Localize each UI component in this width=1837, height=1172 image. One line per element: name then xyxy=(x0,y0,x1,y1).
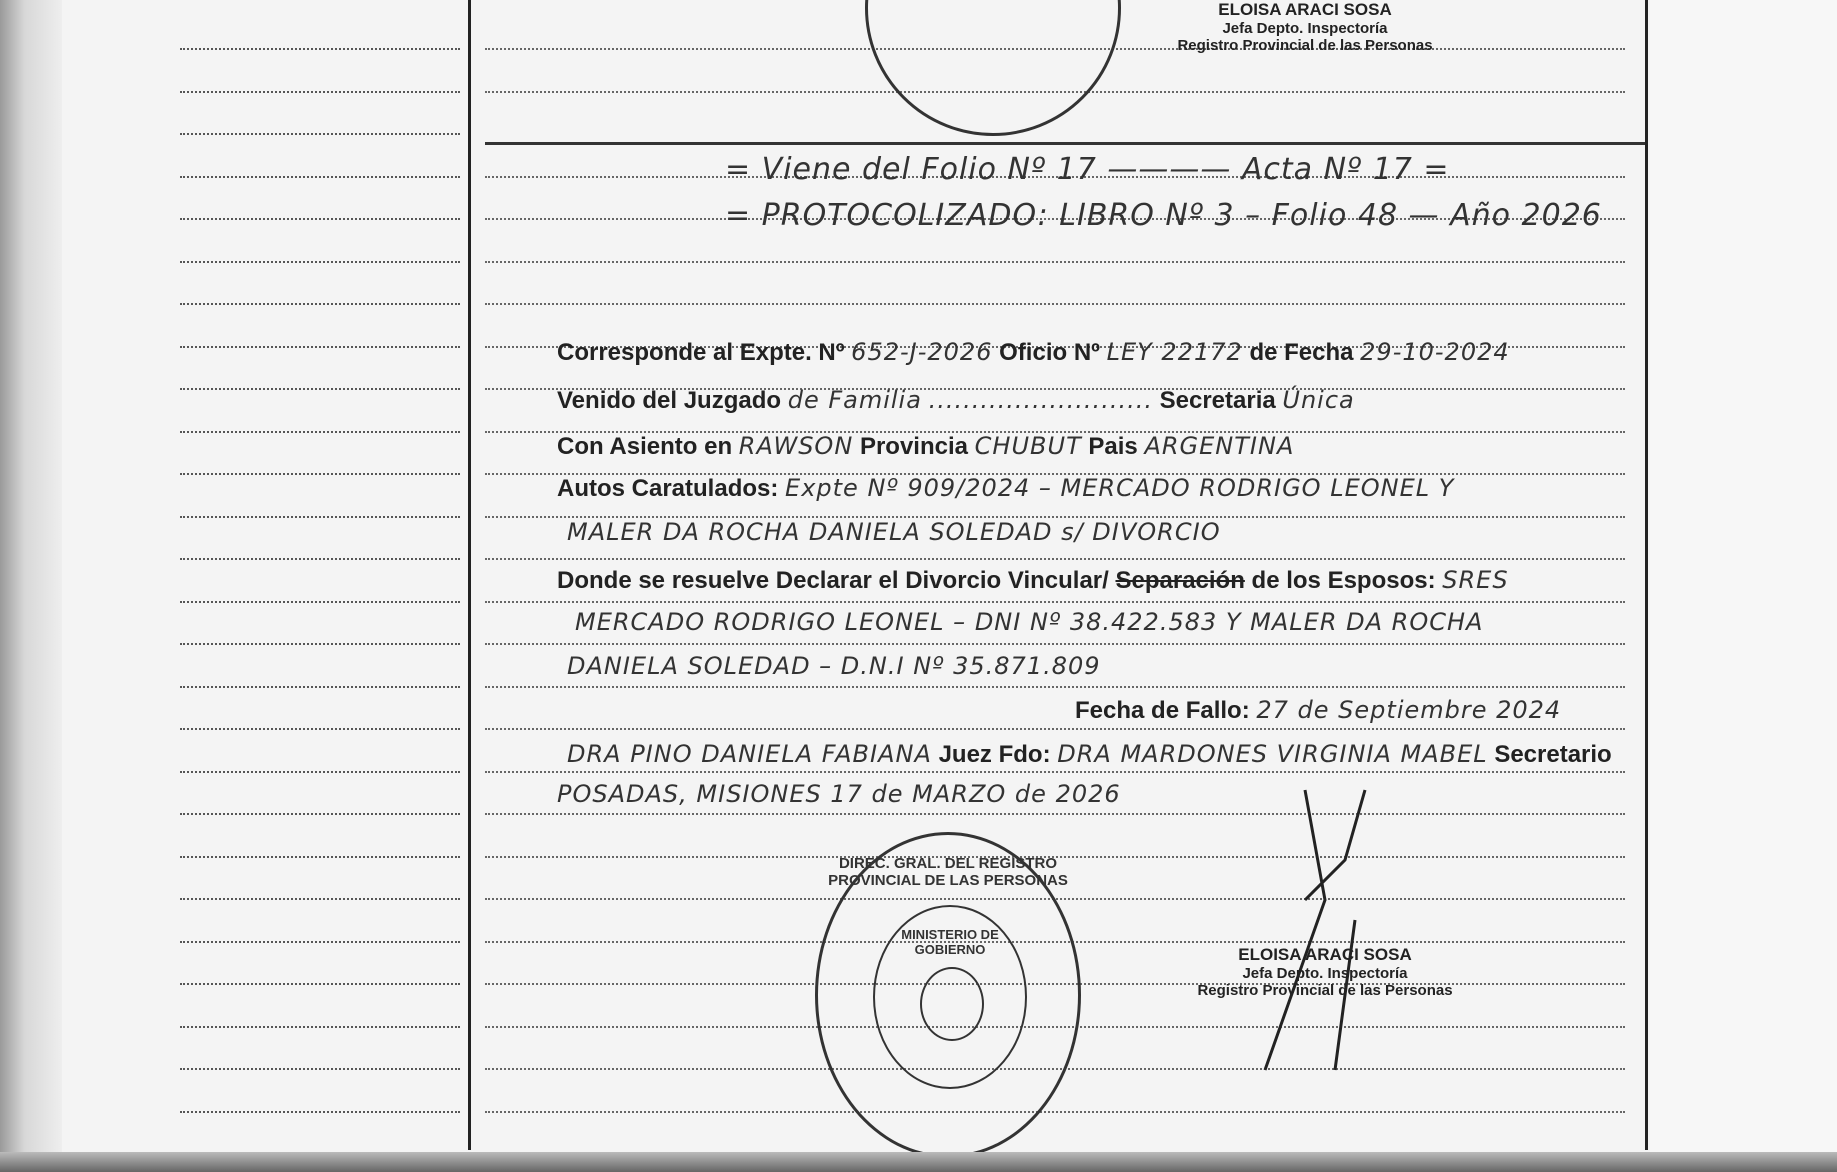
header-note-line1: = Viene del Folio Nº 17 ———— Acta Nº 17 = xyxy=(725,152,1450,187)
ruled-line xyxy=(180,813,460,815)
form-row-lugar-fecha xyxy=(557,780,1121,809)
left-margin-column xyxy=(180,0,470,1150)
ruled-line xyxy=(180,133,460,135)
form-row-resolucion xyxy=(557,566,1509,595)
ruled-line xyxy=(485,686,1625,688)
seal-inner-ring xyxy=(873,905,1027,1089)
label-secretaria: Secretaria xyxy=(1159,387,1276,414)
value-fecha: 29-10-2024 xyxy=(1360,338,1510,366)
label-oficio: Oficio Nº xyxy=(999,339,1100,366)
ruled-line xyxy=(180,643,460,645)
value-juez: DRA PINO DANIELA FABIANA xyxy=(567,740,932,768)
form-row-autos-cont xyxy=(567,518,1221,547)
ruled-line xyxy=(180,983,460,985)
label-provincia: Provincia xyxy=(859,433,968,460)
form-row-fecha-fallo xyxy=(1075,696,1561,725)
form-row-autos xyxy=(557,474,1454,503)
form-row-juez xyxy=(567,740,1612,769)
ruled-line xyxy=(485,643,1625,645)
seal-outer-text: DIREC. GRAL. DEL REGISTRO PROVINCIAL DE LAS PERSONAS xyxy=(828,855,1068,889)
value-fecha-fallo: 27 de Septiembre 2024 xyxy=(1256,696,1562,724)
ruled-line xyxy=(485,813,1625,815)
ruled-line xyxy=(180,516,460,518)
ruled-line xyxy=(180,1068,460,1070)
section-separator xyxy=(485,142,1645,145)
value-provincia: CHUBUT xyxy=(974,432,1082,460)
ruled-line xyxy=(180,48,460,50)
ruled-line xyxy=(180,601,460,603)
ruled-line xyxy=(485,1111,1625,1113)
ruled-line xyxy=(180,303,460,305)
value-oficio: LEY 22172 xyxy=(1106,338,1243,366)
top-signature-block xyxy=(1125,0,1485,54)
main-record-column xyxy=(485,0,1645,1150)
form-row-esposos-2 xyxy=(567,652,1101,681)
top-stamp-fragment xyxy=(865,0,1121,136)
value-sres: SRES xyxy=(1442,566,1509,594)
handwritten-signature-icon xyxy=(1205,780,1385,1080)
ruled-line xyxy=(180,771,460,773)
ruled-line xyxy=(485,771,1625,773)
seal-emblem-icon xyxy=(920,967,984,1041)
ruled-line xyxy=(485,261,1625,263)
top-signature-name: ELOISA ARACI SOSA xyxy=(1218,0,1392,19)
column-divider xyxy=(468,0,471,1150)
label-pais: Pais xyxy=(1088,433,1138,460)
ruled-line xyxy=(180,941,460,943)
page-bottom-edge xyxy=(0,1152,1837,1172)
ruled-line xyxy=(180,1026,460,1028)
label-juez-fdo: Juez Fdo: xyxy=(938,741,1051,768)
right-margin xyxy=(1650,0,1837,1152)
ruled-line xyxy=(180,176,460,178)
label-resolucion: Donde se resuelve Declarar el Divorcio Vincular/ xyxy=(557,567,1109,594)
ruled-line xyxy=(180,261,460,263)
official-seal xyxy=(815,832,1081,1158)
ruled-line xyxy=(180,728,460,730)
ruled-line xyxy=(485,601,1625,603)
top-signature-role: Jefa Depto. Inspectoría xyxy=(1222,20,1388,37)
label-fecha-fallo: Fecha de Fallo: xyxy=(1075,697,1250,724)
value-esposos-1: MERCADO RODRIGO LEONEL – DNI Nº 38.422.583 Y MALER DA ROCHA xyxy=(575,608,1484,636)
label-fecha: de Fecha xyxy=(1249,339,1354,366)
label-autos: Autos Caratulados: xyxy=(557,475,779,502)
label-separacion-struck: Separación xyxy=(1115,567,1245,594)
signature-block xyxy=(1145,945,1505,999)
form-row-expediente xyxy=(557,338,1510,367)
value-juzgado: de Familia xyxy=(787,386,922,414)
form-row-juzgado: Venido del Juzgado de Familia .......................... Secretaria Única xyxy=(557,386,1355,414)
label-expediente: Corresponde al Expte. Nº xyxy=(557,339,845,366)
label-juzgado: Venido del Juzgado xyxy=(557,387,782,414)
ruled-line xyxy=(180,91,460,93)
ruled-line xyxy=(180,473,460,475)
value-expediente: 652-J-2026 xyxy=(851,338,993,366)
ruled-line xyxy=(180,388,460,390)
ruled-line xyxy=(180,558,460,560)
value-autos: Expte Nº 909/2024 – MERCADO RODRIGO LEONEL Y xyxy=(785,474,1455,502)
value-autos-cont: MALER DA ROCHA DANIELA SOLEDAD s/ DIVORCIO xyxy=(567,518,1221,546)
ruled-line xyxy=(180,856,460,858)
ruled-line xyxy=(180,346,460,348)
value-lugar-fecha: POSADAS, MISIONES 17 de MARZO de 2026 xyxy=(557,780,1121,808)
ruled-line xyxy=(485,303,1625,305)
ruled-line xyxy=(180,1111,460,1113)
ruled-line xyxy=(485,728,1625,730)
signature-registry: Registro Provincial de las Personas xyxy=(1197,982,1453,999)
book-binding xyxy=(0,0,62,1172)
label-secretario: Secretario xyxy=(1494,741,1612,768)
seal-inner-text: MINISTERIO DE GOBIERNO xyxy=(901,927,999,957)
ruled-line xyxy=(485,558,1625,560)
label-esposos: de los Esposos: xyxy=(1251,567,1436,594)
ruled-line xyxy=(180,218,460,220)
label-asiento: Con Asiento en xyxy=(557,433,733,460)
value-pais: ARGENTINA xyxy=(1144,432,1295,460)
form-row-esposos-1 xyxy=(575,608,1483,637)
right-border xyxy=(1645,0,1648,1150)
ruled-line xyxy=(180,686,460,688)
signature-name: ELOISA ARACI SOSA xyxy=(1238,945,1412,964)
form-row-asiento xyxy=(557,432,1294,461)
value-secretaria: Única xyxy=(1282,386,1355,414)
value-secretario: DRA MARDONES VIRGINIA MABEL xyxy=(1057,740,1488,768)
ruled-line xyxy=(180,898,460,900)
top-signature-registry: Registro Provincial de las Personas xyxy=(1177,37,1433,54)
value-esposos-2: DANIELA SOLEDAD – D.N.I Nº 35.871.809 xyxy=(567,652,1101,680)
signature-role: Jefa Depto. Inspectoría xyxy=(1242,965,1408,982)
value-asiento: RAWSON xyxy=(738,432,854,460)
header-note-line2: = PROTOCOLIZADO: LIBRO Nº 3 – Folio 48 — Año 2026 xyxy=(725,198,1602,233)
ruled-line xyxy=(180,431,460,433)
